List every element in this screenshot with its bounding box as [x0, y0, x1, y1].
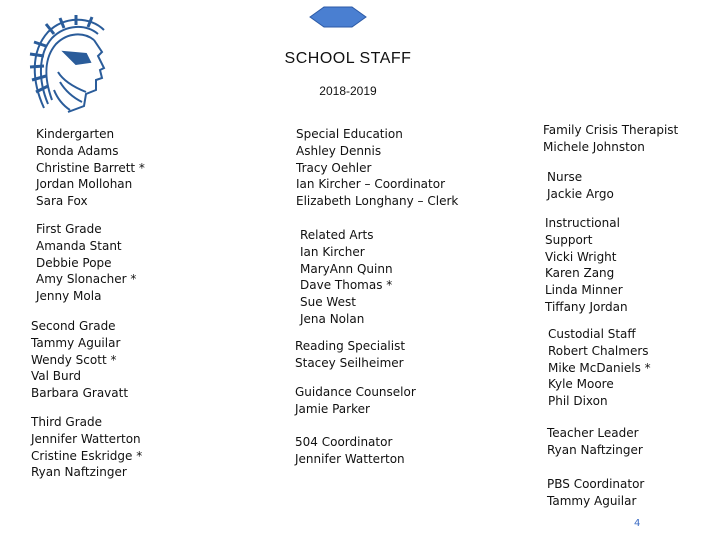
staff-name: Tammy Aguilar: [547, 493, 637, 508]
group-heading: Related Arts: [300, 228, 374, 242]
custodial-staff-group: [548, 326, 651, 410]
staff-name: Ryan Naftzinger: [31, 465, 127, 480]
staff-name: Sara Fox: [36, 194, 88, 209]
pbs-coordinator-group: [547, 476, 644, 510]
kindergarten-group: [36, 126, 145, 210]
special-education-group: [296, 126, 458, 210]
staff-name: Linda Minner: [545, 283, 623, 298]
staff-name: Tracy Oehler: [296, 160, 372, 175]
group-heading: Teacher Leader: [547, 426, 639, 440]
school-year: 2018-2019: [319, 84, 377, 98]
staff-name: Stacey Seilheimer: [295, 355, 404, 370]
staff-name: Ronda Adams: [36, 143, 119, 158]
teacher-leader-group: [547, 425, 643, 459]
staff-name: Dave Thomas *: [300, 278, 393, 293]
staff-name: Jennifer Watterton: [31, 431, 141, 446]
staff-name: Robert Chalmers: [548, 343, 649, 358]
staff-name: Tammy Aguilar: [31, 335, 121, 350]
page-number: 4: [634, 518, 641, 529]
staff-name: Wendy Scott *: [31, 352, 117, 367]
group-heading: Guidance Counselor: [295, 385, 416, 399]
group-heading: PBS Coordinator: [547, 477, 645, 491]
group-heading: Family Crisis Therapist: [543, 123, 679, 137]
staff-name: Jena Nolan: [300, 311, 365, 326]
group-heading: 504 Coordinator: [295, 435, 393, 449]
staff-name: Val Burd: [31, 369, 81, 384]
staff-name: Karen Zang: [545, 266, 615, 281]
coordinator-504-group: [295, 434, 405, 468]
instructional-support-group: [545, 215, 628, 316]
staff-name: Phil Dixon: [548, 394, 608, 409]
staff-name: Elizabeth Longhany – Clerk: [296, 194, 459, 209]
staff-name: Ryan Naftzinger: [547, 442, 643, 457]
reading-specialist-group: [295, 338, 405, 372]
staff-name: MaryAnn Quinn: [300, 261, 393, 276]
family-crisis-therapist-group: [543, 122, 678, 156]
staff-name: Amanda Stant: [36, 238, 122, 253]
third-grade-group: [31, 414, 142, 481]
group-heading: Third Grade: [31, 415, 103, 429]
staff-name: Sue West: [300, 295, 356, 310]
staff-name: Cristine Eskridge *: [31, 448, 143, 463]
nav-diamond-button[interactable]: [302, 6, 374, 28]
staff-name: Jamie Parker: [295, 401, 370, 416]
staff-name: Mike McDaniels *: [548, 360, 651, 375]
staff-name: Ashley Dennis: [296, 143, 382, 158]
group-heading: Custodial Staff: [548, 327, 636, 341]
group-heading: Instructional: [545, 216, 620, 230]
group-heading: First Grade: [36, 222, 102, 236]
staff-name: Ian Kircher: [300, 244, 365, 259]
guidance-counselor-group: [295, 384, 416, 418]
staff-name: Michele Johnston: [543, 139, 645, 154]
staff-name: Ian Kircher – Coordinator: [296, 177, 446, 192]
staff-name: Vicki Wright: [545, 249, 617, 264]
group-heading: Second Grade: [31, 319, 116, 333]
nurse-group: [547, 169, 614, 203]
group-heading: Nurse: [547, 170, 583, 184]
staff-name: Jenny Mola: [36, 289, 102, 304]
staff-name: Jennifer Watterton: [295, 451, 405, 466]
first-grade-group: [36, 221, 136, 305]
staff-name: Christine Barrett *: [36, 160, 145, 175]
staff-name: Debbie Pope: [36, 255, 112, 270]
group-heading-line2: Support: [545, 232, 593, 247]
staff-name: Barbara Gravatt: [31, 386, 129, 401]
staff-name: Jackie Argo: [547, 186, 614, 201]
staff-name: Tiffany Jordan: [545, 299, 628, 314]
second-grade-group: [31, 318, 128, 402]
group-heading: Kindergarten: [36, 127, 115, 141]
related-arts-group: [300, 227, 393, 328]
spartan-logo: [24, 12, 118, 120]
group-heading: Reading Specialist: [295, 339, 406, 353]
staff-name: Amy Slonacher *: [36, 272, 137, 287]
staff-name: Jordan Mollohan: [36, 177, 133, 192]
staff-name: Kyle Moore: [548, 377, 614, 392]
page-title: SCHOOL STAFF: [284, 50, 412, 67]
group-heading: Special Education: [296, 127, 403, 141]
